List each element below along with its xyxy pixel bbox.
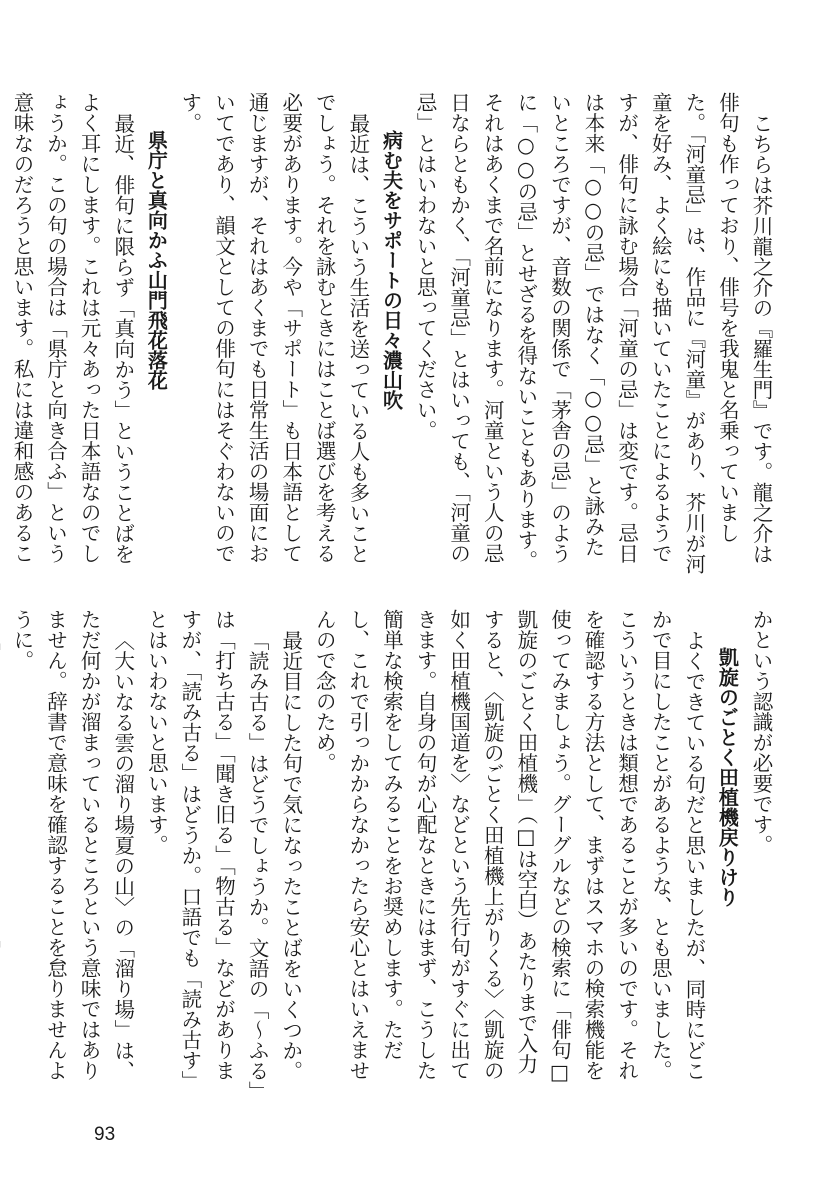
haiku-heading: 凱旋のごとく田植機戻りけり (715, 647, 740, 907)
paragraph: こちらは芥川龍之介の『羅生門』です。龍之介は俳句も作っており、俳号を我鬼と名乗っていました。「河童忌」は、作品に『河童』があり、芥川が河童を好み、よく絵にも描いていたことによるようですが、俳句に詠む場合「河童の忌」は変です。忌日は本来「○○の忌」ではなく「○○忌」と詠みたいところですが、音数の関係で「茅舎の忌」のように「○○の忌」とせざるを得ないこともあります。それはあくまで名前になります。河童という人の忌日ならともかく、「河童忌」とはいっても、「河童の忌」とはいわないと思ってください。 (413, 92, 773, 574)
haiku-heading: 県庁と真向かふ山門飛花落花 (144, 130, 169, 390)
paragraph: 最近、俳句に限らず「真向かう」ということばをよく耳にします。これは元々あった日本語なのでしょうか。この句の場合は「県庁と向き合ふ」という意味なのだろうと思います。私には違和感のあるこ (9, 92, 135, 564)
lower-text-block (9, 609, 777, 1093)
paragraph: 〈大いなる雲の溜り場夏の山〉の「溜り場」は、ただ何かが溜まっているところという意味ではありません。辞書で意味を確認することを怠りませんように。 (9, 609, 135, 1081)
paragraph: 「読み古る」はどうでしょうか。文語の「～ふる」は「打ち古る」「聞き旧る」「物古る」などがありますが、「読み古る」はどうか。口語でも「読み古す」とはいわないと思います。 (144, 609, 270, 1091)
page-number: 93 (94, 1124, 116, 1145)
paragraph: 最近目にした句で気になったことばをいくつか。 (278, 629, 303, 1081)
paragraph-continuation: かという認識が必要です。 (749, 609, 773, 855)
paragraph (0, 609, 4, 1093)
paragraph: 最近は、こういう生活を送っている人も多いことでしょう。それを詠むときにはことば選びを考える必要があります。今や「サポート」も日本語として通じますが、それはあくまでも日常生活の場面においてであり、韻文としての俳句にはそぐわないのです。 (177, 92, 370, 564)
paragraph: よくできている句だと思いましたが、同時にどこかで目にしたことがあるような、とも思いました。こういうときは類想であることが多いのです。それを確認する方法として、まずはスマホの検索機能を使ってみましょう。グーグルなどの検索に「俳句□凱旋のごとく田植機」（□は空白）あたりまで入力すると、〈凱旋のごとく田植機上がりくる〉〈凱旋の如く田植機国道を〉などという先行句がすぐに出てきます。自身の句が心配なときにはまず、こうした簡単な検索をしてみることをお奨めします。ただし、これで引っかからなかったら安心とはいえませんので念のため。 (312, 609, 706, 1084)
haiku-heading: 病む夫をサポートの日々濃山吹 (379, 130, 404, 410)
upper-text-block (9, 92, 777, 576)
